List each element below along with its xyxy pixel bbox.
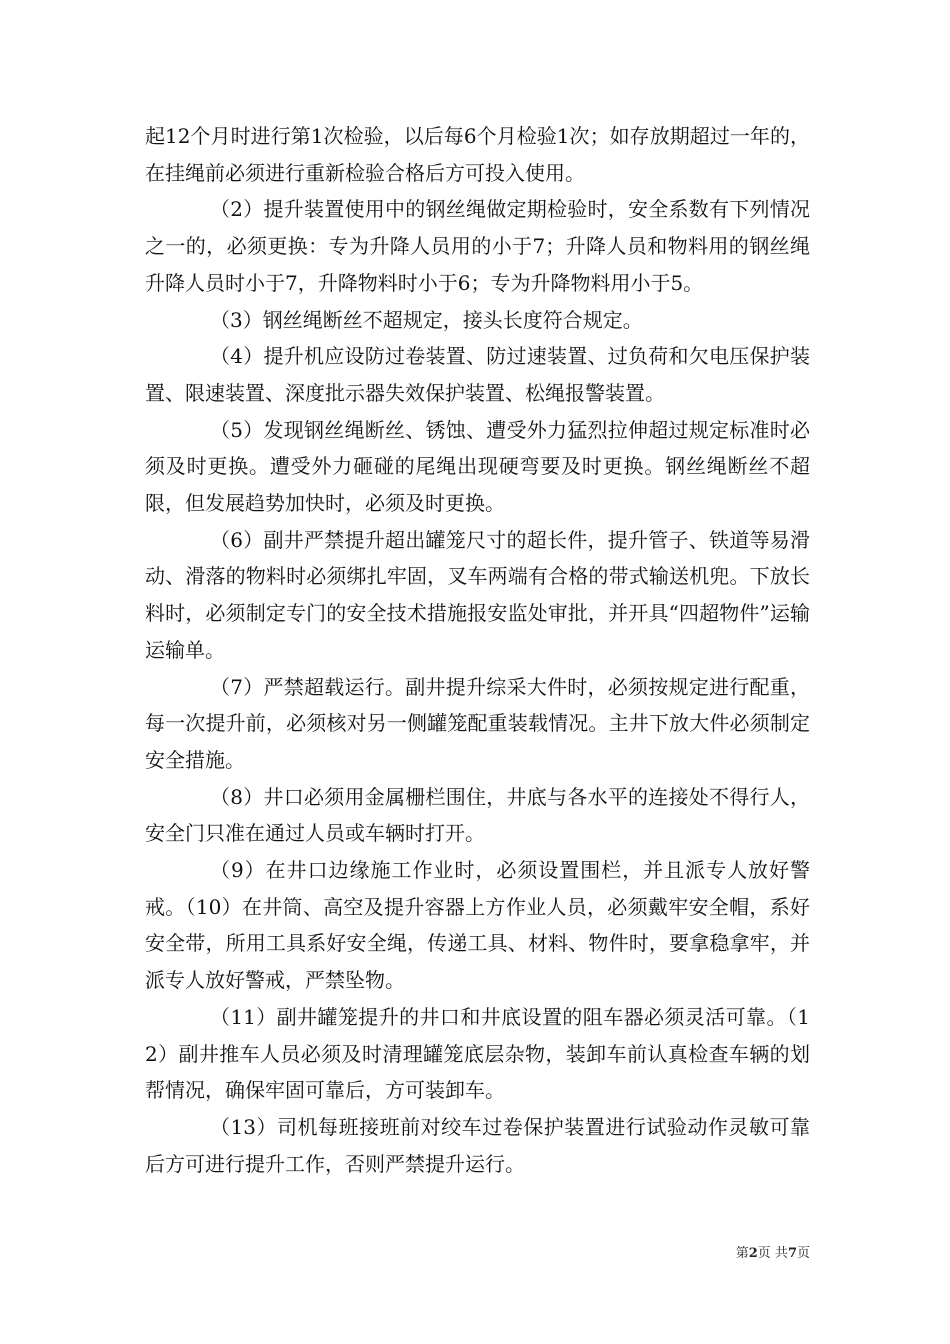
paragraph-item-6: （6）副井严禁提升超出罐笼尺寸的超长件，提升管子、铁道等易滑动、滑落的物料时必须绑扎牢固，叉车两端有合格的带式输送机兜。下放长料时，必须制定专门的安全技术措施报安监处审批，并开具“四超物件”运输运输单。 [145,527,810,662]
document-body [145,118,810,1182]
paragraph-item-13: （13）司机每班接班前对绞车过卷保护装置进行试验动作灵敏可靠后方可进行提升工作，否则严禁提升运行。 [145,1114,810,1176]
paragraph-item-7: （7）严禁超载运行。副井提升综采大件时，必须按规定进行配重，每一次提升前，必须核对另一侧罐笼配重装载情况。主井下放大件必须制定安全措施。 [145,674,810,772]
current-page-number: 2 [748,1246,758,1261]
paragraph-item-9-10: （9）在井口边缘施工作业时，必须设置围栏，并且派专人放好警戒。（10）在井筒、高空及提升容器上方作业人员，必须戴牢安全帽，系好安全带，所用工具系好安全绳，传递工具、材料、物件时，要拿稳拿牢，并派专人放好警戒，严禁坠物。 [145,858,810,993]
paragraph-item-11-12: （11）副井罐笼提升的井口和井底设置的阻车器必须灵活可靠。（12）副井推车人员必须及时清理罐笼底层杂物，装卸车前认真检查车辆的划帮情况，确保牢固可靠后，方可装卸车。 [145,1004,810,1103]
paragraph-item-4: （4）提升机应设防过卷装置、防过速装置、过负荷和欠电压保护装置、限速装置、深度批示器失效保护装置、松绳报警装置。 [145,344,810,405]
footer-middle: 页 共 [757,1246,788,1261]
paragraph-item-8: （8）井口必须用金属栅栏围住，井底与各水平的连接处不得行人，安全门只准在通过人员或车辆时打开。 [145,784,810,846]
page-number-footer [700,1246,810,1262]
total-page-number: 7 [787,1246,797,1261]
paragraph-continuation: 起12个月时进行第1次检验，以后每6个月检验1次；如存放期超过一年的，在挂绳前必须进行重新检验合格后方可投入使用。 [145,124,810,185]
paragraph-item-2: （2）提升装置使用中的钢丝绳做定期检验时，安全系数有下列情况之一的，必须更换：专为升降人员用的小于7；升降人员和物料用的钢丝绳升降人员时小于7，升降物料时小于6；专为升降物料用小于5。 [145,197,810,295]
footer-prefix: 第 [735,1246,749,1261]
paragraph-item-5: （5）发现钢丝绳断丝、锈蚀、遭受外力猛烈拉伸超过规定标准时必须及时更换。遭受外力砸碰的尾绳出现硬弯要及时更换。钢丝绳断丝不超限，但发展趋势加快时，必须及时更换。 [145,417,810,516]
footer-suffix: 页 [796,1246,810,1261]
paragraph-item-3: （3）钢丝绳断丝不超规定，接头长度符合规定。 [210,307,643,332]
